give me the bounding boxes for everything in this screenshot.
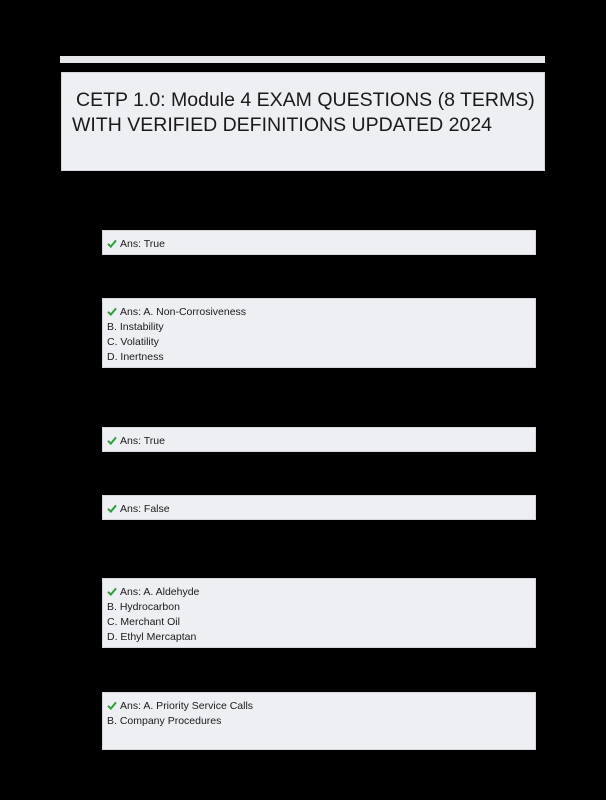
answer-line: [107, 585, 531, 600]
document-title: CETP 1.0: Module 4 EXAM QUESTIONS (8 TERMS) WITH VERIFIED DEFINITIONS UPDATED 2024: [72, 89, 535, 136]
answer-text: Ans: A. Priority Service Calls: [120, 700, 254, 712]
answer-text: Ans: A. Non-Corrosiveness: [120, 306, 247, 318]
answer-text: Ans: False: [120, 503, 170, 515]
answer-line: [107, 434, 531, 449]
answer-line: [107, 502, 531, 517]
answer-box: [102, 692, 536, 750]
option-line: B. Company Procedures: [107, 715, 222, 727]
answer-line: [107, 305, 531, 320]
footer-watermark-left: [56, 766, 124, 780]
check-mark-icon: [107, 504, 117, 513]
option-line: C. Merchant Oil: [107, 616, 180, 628]
option-line: D. Inertness: [107, 351, 164, 363]
answer-line: [107, 237, 531, 252]
option-line: D. Ethyl Mercaptan: [107, 631, 197, 643]
option-line: B. Instability: [107, 321, 164, 333]
answer-line: [107, 699, 531, 714]
check-mark-icon: [107, 436, 117, 445]
check-mark-icon: [107, 239, 117, 248]
top-divider: [60, 56, 545, 63]
answer-box: [102, 578, 536, 648]
check-mark-icon: [107, 701, 117, 710]
option-line: C. Volatility: [107, 336, 159, 348]
title-box: [61, 72, 545, 171]
answer-text: Ans: True: [120, 238, 165, 250]
option-line: B. Hydrocarbon: [107, 601, 180, 613]
check-mark-icon: [107, 587, 117, 596]
answer-box: [102, 230, 536, 255]
answer-box: [102, 298, 536, 368]
answer-text: Ans: A. Aldehyde: [120, 586, 200, 598]
answer-text: Ans: True: [120, 435, 165, 447]
check-mark-icon: [107, 307, 117, 316]
answer-box: [102, 495, 536, 520]
footer-page-number: [499, 766, 551, 780]
answer-box: [102, 427, 536, 452]
